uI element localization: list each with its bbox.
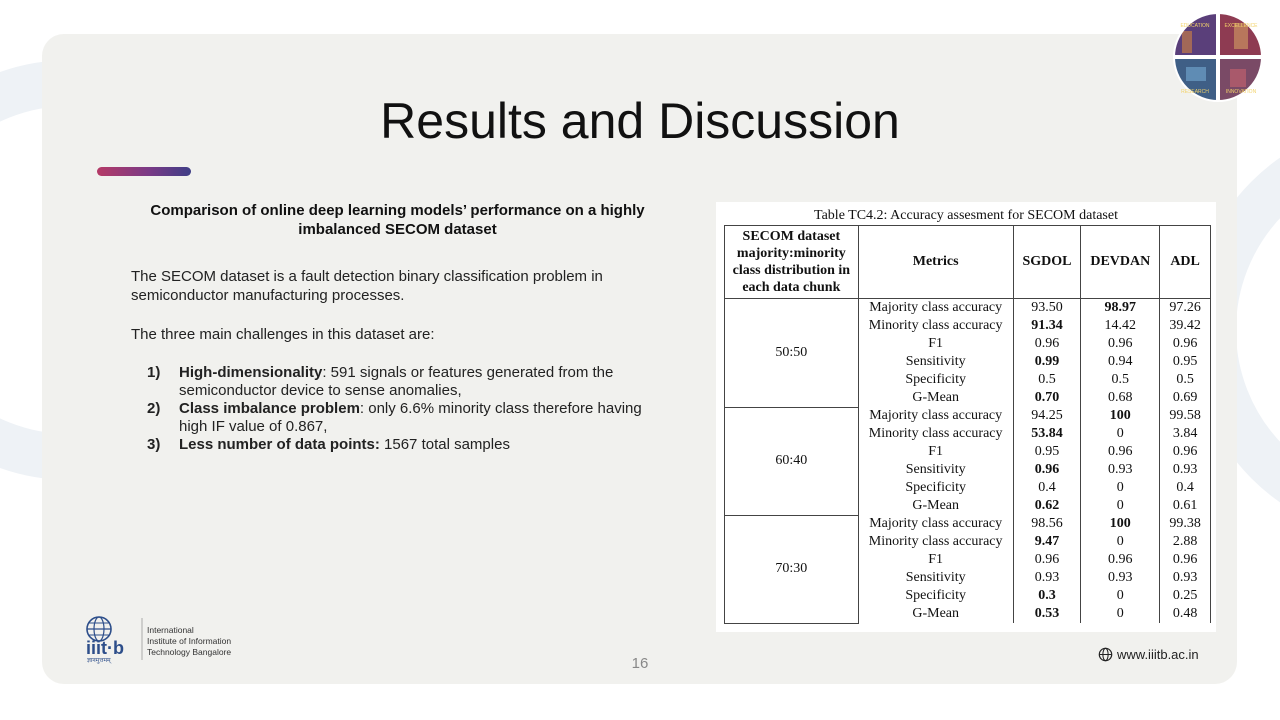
sgdol-value-cell: 0.96 [1013, 551, 1081, 569]
devdan-value-cell: 0 [1081, 533, 1160, 551]
list-number: 3) [147, 436, 161, 453]
header-sgdol: SGDOL [1013, 226, 1081, 299]
adl-value-cell: 99.58 [1160, 407, 1211, 425]
list-item [147, 400, 657, 436]
metric-cell: F1 [858, 443, 1013, 461]
devdan-value-cell: 98.97 [1081, 299, 1160, 318]
emblem-label-innovation: INNOVATION [1225, 89, 1257, 95]
page-number: 16 [631, 655, 649, 672]
accuracy-table [724, 225, 1211, 624]
emblem-label-research: RESEARCH [1181, 89, 1209, 95]
devdan-value-cell: 0.93 [1081, 461, 1160, 479]
adl-value-cell: 0.25 [1160, 587, 1211, 605]
header-devdan: DEVDAN [1081, 226, 1160, 299]
metric-cell: Minority class accuracy [858, 533, 1013, 551]
logo-mark: iiit·b [86, 638, 124, 658]
sgdol-value-cell: 9.47 [1013, 533, 1081, 551]
institute-name-line: Technology Bangalore [147, 647, 232, 657]
dataset-description: The SECOM dataset is a fault detection binary classification problem in semiconductor manufacturing processes. [131, 268, 603, 304]
table-row [725, 299, 1211, 318]
metric-cell: Sensitivity [858, 569, 1013, 587]
metric-cell: G-Mean [858, 497, 1013, 515]
devdan-value-cell: 0.68 [1081, 389, 1160, 407]
globe-icon [1098, 647, 1113, 662]
metric-cell: Specificity [858, 479, 1013, 497]
table-row [725, 407, 1211, 425]
metric-cell: Majority class accuracy [858, 299, 1013, 318]
metric-cell: Specificity [858, 587, 1013, 605]
header-distribution: SECOM dataset majority:minority class distribution in each data chunk [725, 226, 859, 299]
title-accent-bar [97, 167, 191, 176]
metric-cell: Majority class accuracy [858, 407, 1013, 425]
sgdol-value-cell: 0.3 [1013, 587, 1081, 605]
table-header-row [725, 226, 1211, 299]
sgdol-value-cell: 0.99 [1013, 353, 1081, 371]
institute-name-line: Institute of Information [147, 636, 232, 646]
sgdol-value-cell: 0.5 [1013, 371, 1081, 389]
adl-value-cell: 99.38 [1160, 515, 1211, 533]
sgdol-value-cell: 0.70 [1013, 389, 1081, 407]
adl-value-cell: 39.42 [1160, 317, 1211, 335]
adl-value-cell: 97.26 [1160, 299, 1211, 318]
accuracy-table-figure [716, 202, 1216, 632]
sgdol-value-cell: 93.50 [1013, 299, 1081, 318]
sgdol-value-cell: 0.96 [1013, 335, 1081, 353]
adl-value-cell: 2.88 [1160, 533, 1211, 551]
sgdol-value-cell: 98.56 [1013, 515, 1081, 533]
metric-cell: Sensitivity [858, 353, 1013, 371]
adl-value-cell: 0.69 [1160, 389, 1211, 407]
sgdol-value-cell: 94.25 [1013, 407, 1081, 425]
devdan-value-cell: 100 [1081, 515, 1160, 533]
table-caption: Table TC4.2: Accuracy assesment for SECOM dataset [814, 208, 1118, 223]
devdan-value-cell: 14.42 [1081, 317, 1160, 335]
adl-value-cell: 0.93 [1160, 461, 1211, 479]
group-label: 60:40 [725, 407, 859, 515]
sgdol-value-cell: 0.95 [1013, 443, 1081, 461]
devdan-value-cell: 100 [1081, 407, 1160, 425]
list-item-text: : only 6.6% minority class therefore having high IF value of 0.867, [179, 400, 642, 435]
devdan-value-cell: 0.96 [1081, 443, 1160, 461]
group-label: 50:50 [725, 299, 859, 408]
metric-cell: F1 [858, 551, 1013, 569]
list-item-heading: Class imbalance problem [179, 400, 360, 417]
metric-cell: G-Mean [858, 389, 1013, 407]
devdan-value-cell: 0 [1081, 479, 1160, 497]
list-number: 2) [147, 400, 161, 417]
adl-value-cell: 3.84 [1160, 425, 1211, 443]
logo-tagline: ज्ञानमुत्तमम् [87, 657, 111, 664]
list-number: 1) [147, 364, 161, 381]
metric-cell: Sensitivity [858, 461, 1013, 479]
adl-value-cell: 0.96 [1160, 551, 1211, 569]
website-link[interactable] [1098, 647, 1199, 662]
list-item-text: : 591 signals or features generated from the semiconductor device to sense anomalies, [179, 364, 614, 399]
list-item-heading: Less number of data points: [179, 436, 380, 453]
adl-value-cell: 0.95 [1160, 353, 1211, 371]
devdan-value-cell: 0 [1081, 587, 1160, 605]
devdan-value-cell: 0 [1081, 497, 1160, 515]
sgdol-value-cell: 0.96 [1013, 461, 1081, 479]
institute-name [147, 625, 231, 658]
header-adl: ADL [1160, 226, 1211, 299]
devdan-value-cell: 0.96 [1081, 335, 1160, 353]
group-label: 70:30 [725, 515, 859, 623]
institute-name-line: International [147, 625, 194, 635]
adl-value-cell: 0.4 [1160, 479, 1211, 497]
header-metrics: Metrics [858, 226, 1013, 299]
emblem-label-education: EDUCATION [1180, 23, 1210, 29]
sgdol-value-cell: 0.62 [1013, 497, 1081, 515]
iiitb-emblem-icon [1172, 11, 1264, 103]
metric-cell: F1 [858, 335, 1013, 353]
sgdol-value-cell: 0.93 [1013, 569, 1081, 587]
challenges-intro: The three main challenges in this dataset are: [131, 326, 435, 343]
list-item-text: 1567 total samples [379, 436, 510, 453]
sgdol-value-cell: 53.84 [1013, 425, 1081, 443]
devdan-value-cell: 0.96 [1081, 551, 1160, 569]
metric-cell: Majority class accuracy [858, 515, 1013, 533]
devdan-value-cell: 0.93 [1081, 569, 1160, 587]
metric-cell: Minority class accuracy [858, 425, 1013, 443]
adl-value-cell: 0.93 [1160, 569, 1211, 587]
adl-value-cell: 0.5 [1160, 371, 1211, 389]
list-item [147, 436, 657, 454]
slide-title: Results and Discussion [380, 93, 900, 149]
metric-cell: Specificity [858, 371, 1013, 389]
devdan-value-cell: 0.5 [1081, 371, 1160, 389]
devdan-value-cell: 0 [1081, 425, 1160, 443]
section-subtitle: Comparison of online deep learning models’ performance on a highly imbalanced SECOM dataset [150, 202, 645, 238]
sgdol-value-cell: 0.53 [1013, 605, 1081, 623]
adl-value-cell: 0.96 [1160, 335, 1211, 353]
metric-cell: Minority class accuracy [858, 317, 1013, 335]
adl-value-cell: 0.61 [1160, 497, 1211, 515]
adl-value-cell: 0.96 [1160, 443, 1211, 461]
table-row [725, 515, 1211, 533]
website-url: www.iiitb.ac.in [1117, 647, 1199, 662]
metric-cell: G-Mean [858, 605, 1013, 623]
sgdol-value-cell: 0.4 [1013, 479, 1081, 497]
challenges-list [147, 364, 657, 454]
emblem-label-excellence: EXCELLENCE [1224, 23, 1258, 29]
list-item-heading: High-dimensionality [179, 364, 323, 381]
sgdol-value-cell: 91.34 [1013, 317, 1081, 335]
devdan-value-cell: 0 [1081, 605, 1160, 623]
devdan-value-cell: 0.94 [1081, 353, 1160, 371]
list-item [147, 364, 657, 400]
adl-value-cell: 0.48 [1160, 605, 1211, 623]
